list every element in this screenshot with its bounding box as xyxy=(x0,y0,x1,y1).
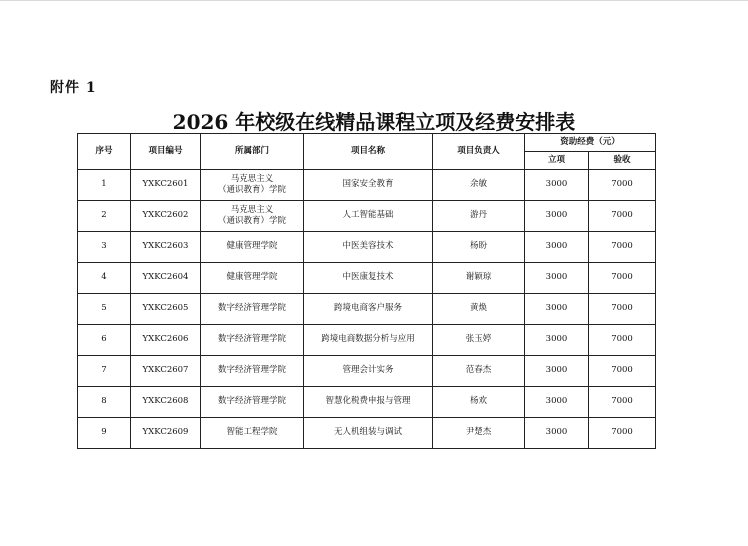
cell-leader: 尹楚杰 xyxy=(433,418,525,449)
cell-project-code: YXKC2605 xyxy=(131,294,201,325)
cell-approval-funding: 3000 xyxy=(525,418,589,449)
cell-project-name: 智慧化税费申报与管理 xyxy=(304,387,433,418)
cell-department xyxy=(201,325,304,356)
cell-index: 7 xyxy=(78,356,131,387)
cell-department xyxy=(201,294,304,325)
cell-approval-funding: 3000 xyxy=(525,170,589,201)
cell-leader: 游丹 xyxy=(433,201,525,232)
cell-index: 8 xyxy=(78,387,131,418)
header-department: 所属部门 xyxy=(201,134,304,170)
table-row xyxy=(78,201,656,232)
cell-department xyxy=(201,201,304,232)
department-line-1: 智能工程学院 xyxy=(226,427,278,438)
cell-acceptance-funding: 7000 xyxy=(589,387,656,418)
cell-leader: 余敏 xyxy=(433,170,525,201)
table-row xyxy=(78,387,656,418)
department-line-1: 数字经济管理学院 xyxy=(217,396,286,407)
cell-project-code: YXKC2602 xyxy=(131,201,201,232)
header-funding: 资助经费（元） xyxy=(525,134,656,152)
cell-index: 1 xyxy=(78,170,131,201)
cell-leader: 黄焕 xyxy=(433,294,525,325)
cell-leader: 谢颖琼 xyxy=(433,263,525,294)
cell-project-name: 跨境电商客户服务 xyxy=(304,294,433,325)
department-line-1: 马克思主义 xyxy=(230,173,274,184)
cell-acceptance-funding: 7000 xyxy=(589,356,656,387)
cell-project-code: YXKC2601 xyxy=(131,170,201,201)
table-row xyxy=(78,263,656,294)
table-body xyxy=(78,170,656,449)
department-line-1: 马克思主义 xyxy=(230,204,274,215)
cell-index: 3 xyxy=(78,232,131,263)
cell-index: 5 xyxy=(78,294,131,325)
cell-leader: 范春杰 xyxy=(433,356,525,387)
cell-project-name: 中医康复技术 xyxy=(304,263,433,294)
cell-project-name: 跨境电商数据分析与应用 xyxy=(304,325,433,356)
table-row xyxy=(78,294,656,325)
department-line-1: 数字经济管理学院 xyxy=(217,303,286,314)
cell-project-name: 无人机组装与调试 xyxy=(304,418,433,449)
department-line-1: 健康管理学院 xyxy=(226,241,278,252)
table-header-row xyxy=(78,134,656,152)
cell-acceptance-funding: 7000 xyxy=(589,294,656,325)
table-row xyxy=(78,232,656,263)
cell-department xyxy=(201,232,304,263)
cell-acceptance-funding: 7000 xyxy=(589,232,656,263)
header-index: 序号 xyxy=(78,134,131,170)
cell-department xyxy=(201,387,304,418)
cell-project-code: YXKC2603 xyxy=(131,232,201,263)
header-acceptance: 验收 xyxy=(589,152,656,170)
header-leader: 项目负责人 xyxy=(433,134,525,170)
cell-acceptance-funding: 7000 xyxy=(589,418,656,449)
cell-project-code: YXKC2606 xyxy=(131,325,201,356)
table-row xyxy=(78,356,656,387)
cell-project-code: YXKC2604 xyxy=(131,263,201,294)
cell-acceptance-funding: 7000 xyxy=(589,170,656,201)
cell-approval-funding: 3000 xyxy=(525,356,589,387)
cell-index: 2 xyxy=(78,201,131,232)
attachment-label: 附件 1 xyxy=(50,80,97,96)
department-line-2: （通识教育）学院 xyxy=(217,185,286,195)
header-project-code: 项目编号 xyxy=(131,134,201,170)
table-row xyxy=(78,325,656,356)
header-approval: 立项 xyxy=(525,152,589,170)
cell-acceptance-funding: 7000 xyxy=(589,263,656,294)
document-title: 2026 年校级在线精品课程立项及经费安排表 xyxy=(172,110,576,134)
cell-department xyxy=(201,356,304,387)
cell-leader: 张玉婷 xyxy=(433,325,525,356)
cell-department xyxy=(201,170,304,201)
top-divider xyxy=(0,0,748,1)
cell-leader: 杨欢 xyxy=(433,387,525,418)
department-line-1: 数字经济管理学院 xyxy=(217,334,286,345)
cell-approval-funding: 3000 xyxy=(525,325,589,356)
cell-approval-funding: 3000 xyxy=(525,263,589,294)
table-row xyxy=(78,170,656,201)
cell-acceptance-funding: 7000 xyxy=(589,325,656,356)
cell-approval-funding: 3000 xyxy=(525,232,589,263)
department-line-1: 数字经济管理学院 xyxy=(217,365,286,376)
table-row xyxy=(78,418,656,449)
cell-index: 6 xyxy=(78,325,131,356)
cell-project-code: YXKC2607 xyxy=(131,356,201,387)
course-funding-table xyxy=(77,133,656,449)
cell-project-name: 人工智能基础 xyxy=(304,201,433,232)
cell-project-name: 国家安全教育 xyxy=(304,170,433,201)
header-project-name: 项目名称 xyxy=(304,134,433,170)
cell-approval-funding: 3000 xyxy=(525,294,589,325)
department-line-1: 健康管理学院 xyxy=(226,272,278,283)
cell-project-code: YXKC2609 xyxy=(131,418,201,449)
cell-project-code: YXKC2608 xyxy=(131,387,201,418)
cell-index: 4 xyxy=(78,263,131,294)
cell-project-name: 中医美容技术 xyxy=(304,232,433,263)
cell-index: 9 xyxy=(78,418,131,449)
cell-approval-funding: 3000 xyxy=(525,201,589,232)
department-line-2: （通识教育）学院 xyxy=(217,216,286,226)
cell-department xyxy=(201,263,304,294)
cell-acceptance-funding: 7000 xyxy=(589,201,656,232)
cell-leader: 杨盼 xyxy=(433,232,525,263)
cell-approval-funding: 3000 xyxy=(525,387,589,418)
cell-project-name: 管理会计实务 xyxy=(304,356,433,387)
cell-department xyxy=(201,418,304,449)
